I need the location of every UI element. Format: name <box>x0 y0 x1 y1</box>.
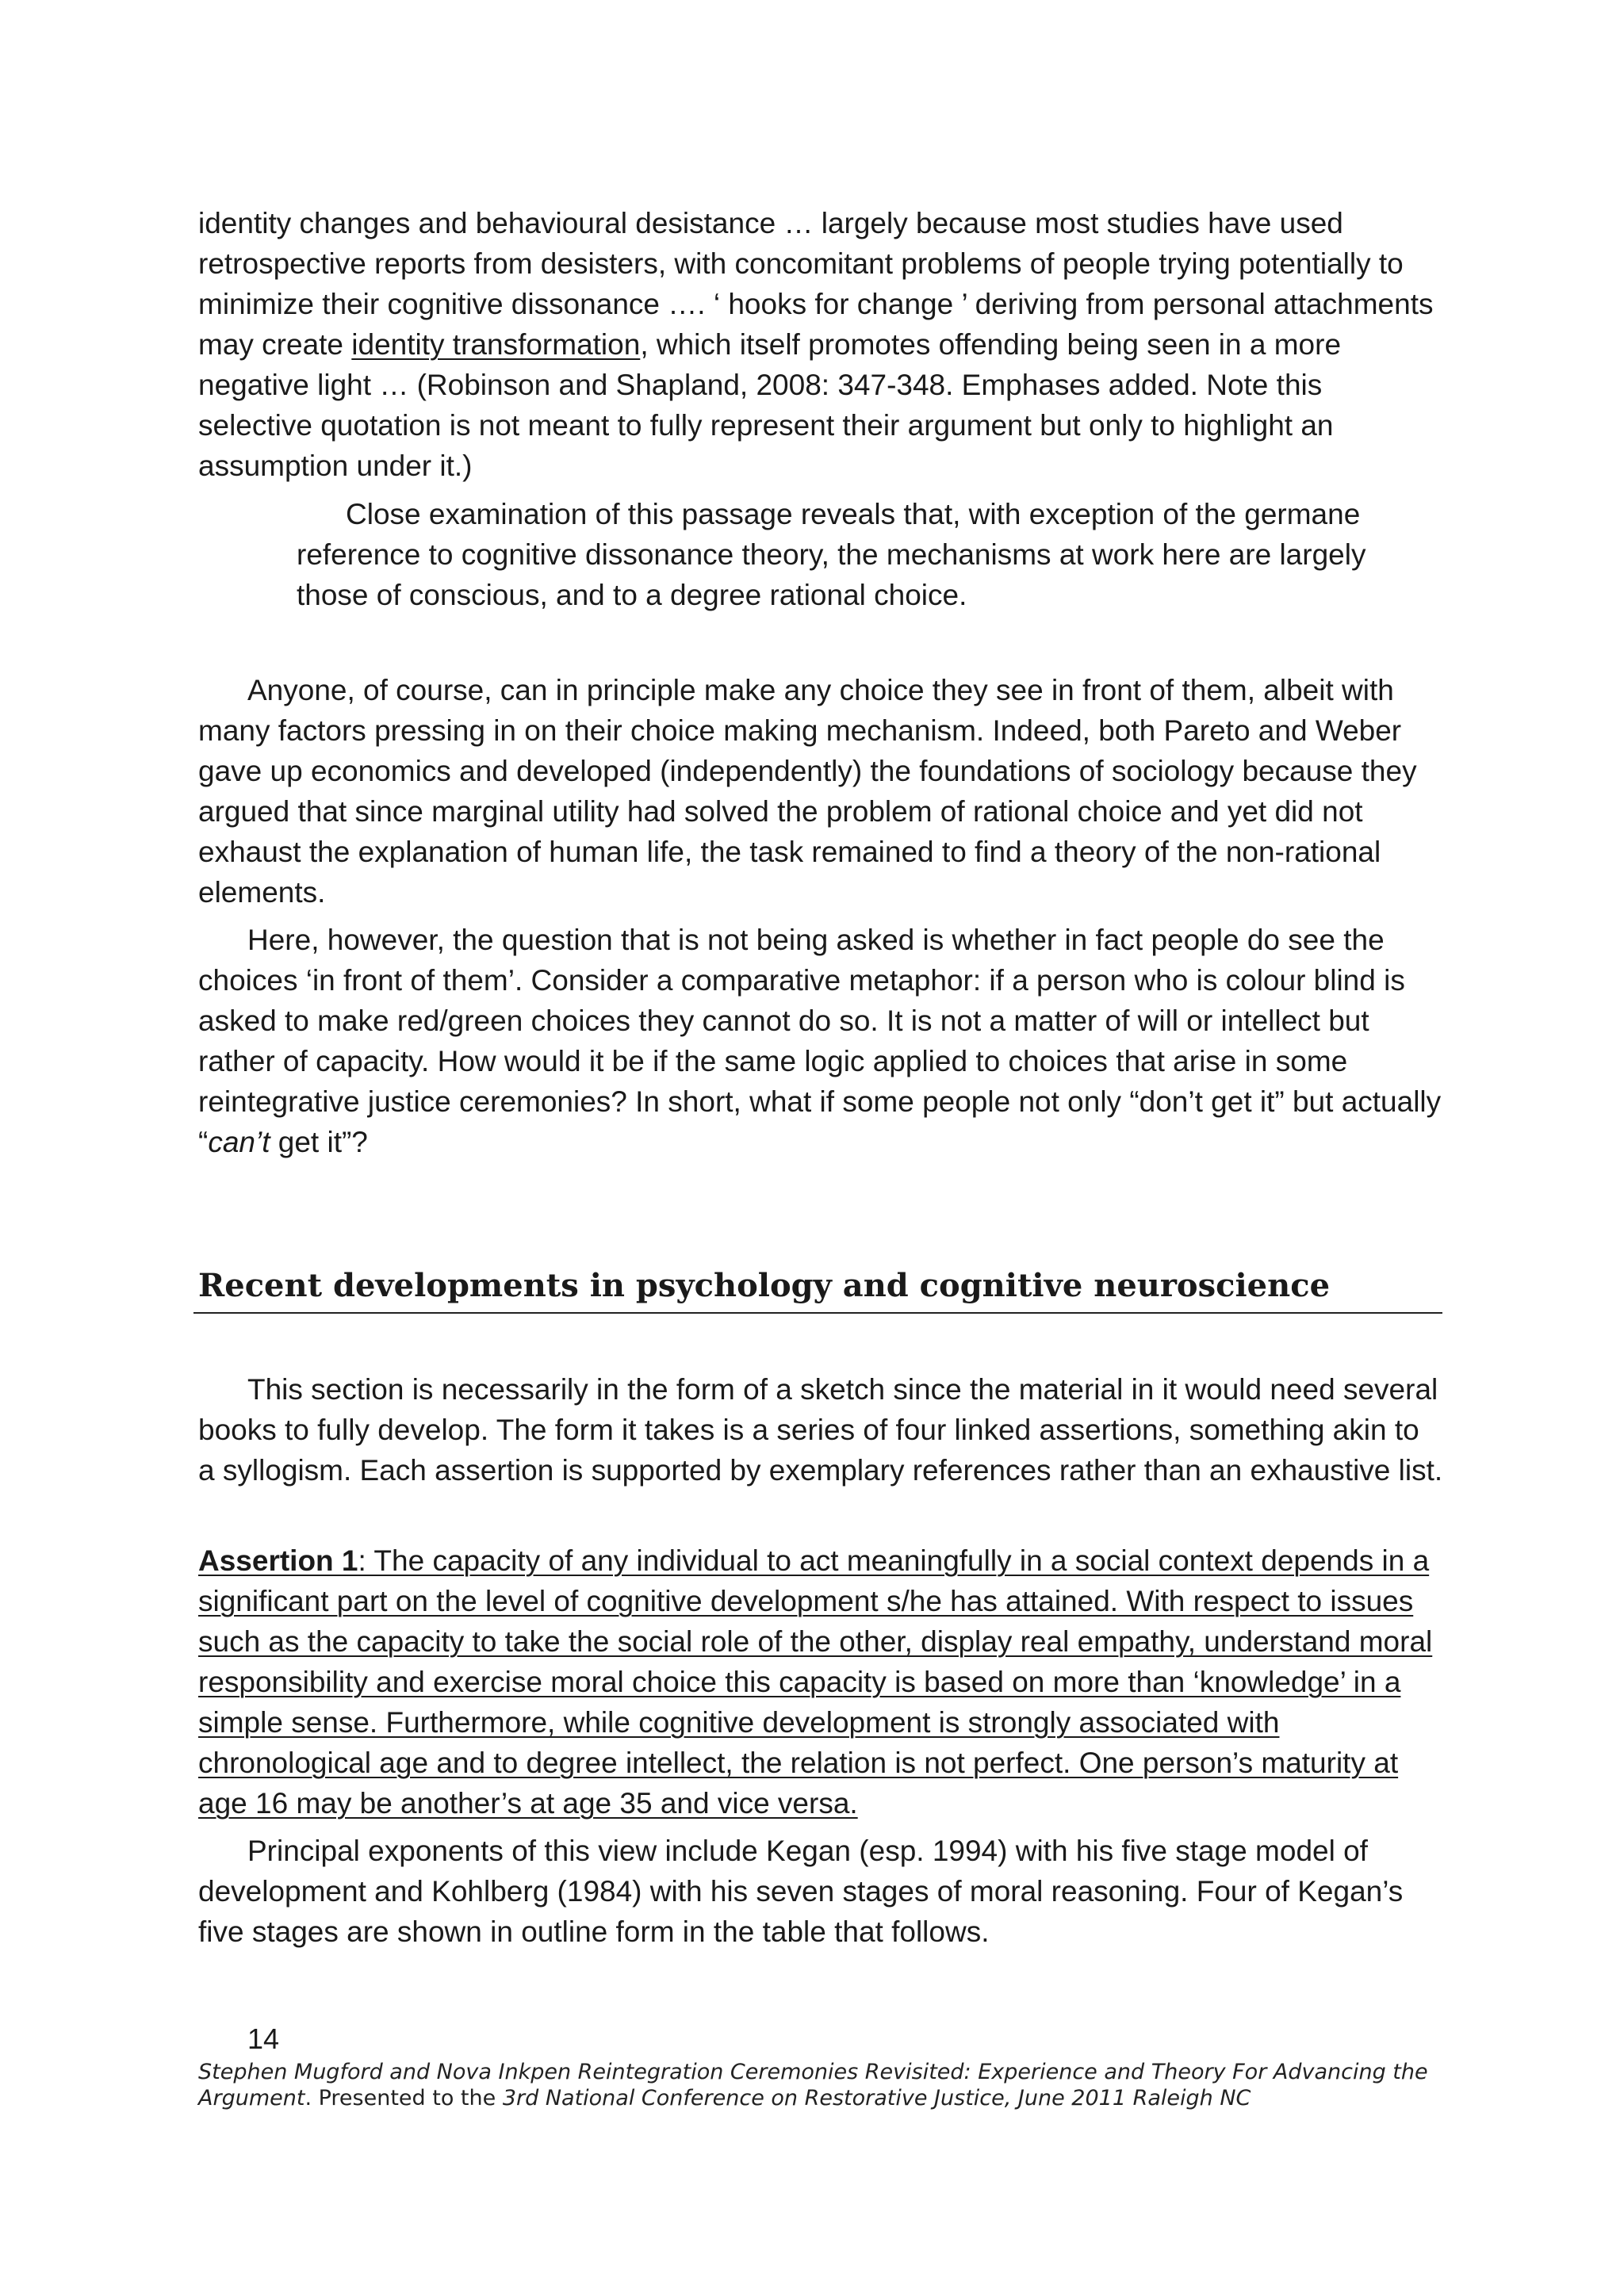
question-emphasis: can’t <box>208 1126 270 1158</box>
assertion-1 <box>198 1540 1443 1823</box>
quote-text-end: , which itself promotes offending being seen in a more negative light … (Robinson and Shapland, 2008: 347-348. Emphases added. Note this selective quotation is not meant to fully represent their argument but only to highlight an assumption under it.) <box>198 328 1342 482</box>
footer-presented: . Presented to the <box>304 2086 503 2110</box>
paragraph-principal: Principal exponents of this view include Kegan (esp. 1994) with his five stage model of development and Kohlberg (1984) with his seven stages of moral reasoning. Four of Kegan’s five stages are shown in outline form in the table that follows. <box>198 1835 1404 1948</box>
paragraph-choice: Anyone, of course, can in principle make any choice they see in front of them, albeit with many factors pressing in on their choice making mechanism. Indeed, both Pareto and Weber gave up economics and developed (independently) the foundations of sociology because they argued that since marginal utility had solved the problem of rational choice and yet did not exhaust the explanation of human life, the task remained to find a theory of the non-rational elements. <box>198 674 1417 909</box>
paragraph-sketch: This section is necessarily in the form of a sketch since the material in it would need several books to fully develop. The form it takes is a series of four linked assertions, something akin to a syllogism. Each assertion is supported by exemplary references rather than an exhaustive list. <box>198 1373 1443 1487</box>
quote-underlined-phrase: identity transformation <box>351 328 641 361</box>
indented-commentary: Close examination of this passage reveals that, with exception of the germane reference to cognitive dissonance theory, the mechanisms at work here are largely those of conscious, and to a degree rational choice. <box>297 498 1366 611</box>
section-heading: Recent developments in psychology and cognitive neuroscience <box>198 1267 1331 1304</box>
assertion-label: Assertion 1 <box>198 1544 358 1577</box>
heading-rule <box>193 1312 1442 1314</box>
paragraph-question <box>198 920 1443 1162</box>
footer-authors-title: Stephen Mugford and Nova Inkpen Reintegration Ceremonies Revisited: Experience and Theory For Advancing the Argument <box>198 2060 1428 2110</box>
page-number: 14 <box>247 2022 280 2055</box>
quote-text-start: identity changes and behavioural desistance … largely because most studies have used retrospective reports from desisters, with concomitant problems of people trying potentially to minimize their cognitive dissonance …. ‘ hooks for change ’ deriving from personal attachments may create <box>198 207 1434 361</box>
assertion-text: : The capacity of any individual to act meaningfully in a social context depends in a significant part on the level of cognitive development s/he has attained. With respect to issues such as the capacity to take the social role of the other, display real empathy, understand moral responsibility and exercise moral choice this capacity is based on more than ‘knowledge’ in a simple sense. Furthermore, while cognitive development is strongly associated with chronological age and to degree intellect, the relation is not perfect. One person’s maturity at age 16 may be another’s at age 35 and vice versa. <box>198 1544 1433 1820</box>
quoted-passage <box>198 203 1443 486</box>
footer-conference: 3rd National Conference on Restorative Justice, June 2011 Raleigh NC <box>502 2086 1251 2110</box>
question-text: Here, however, the question that is not being asked is whether in fact people do see the choices ‘in front of them’. Consider a comparative metaphor: if a person who is colour blind is asked to make red/green choices they cannot do so. It is not a matter of will or intellect but rather of capacity. How would it be if the same logic applied to choices that arise in some reintegrative justice ceremonies? In short, what if some people not only “don’t get it” but actually “ <box>198 924 1442 1158</box>
page-footer <box>198 2059 1467 2111</box>
question-text-end: get it”? <box>270 1126 368 1158</box>
